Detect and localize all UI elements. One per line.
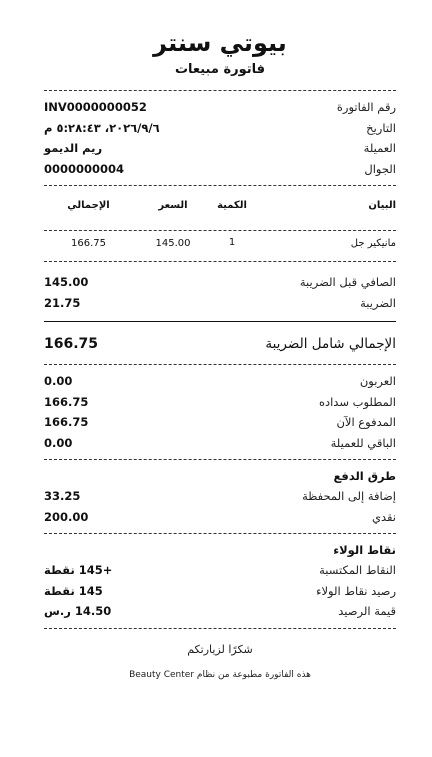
- divider: [44, 321, 396, 322]
- payment-methods-title: طرق الدفع: [333, 469, 396, 483]
- meta-label: التاريخ: [366, 120, 396, 135]
- meta-value: INV0000000052: [44, 100, 147, 115]
- subtotal-row: [44, 272, 396, 293]
- meta-value: ريم الديمو: [44, 141, 103, 156]
- header-description: البيان: [368, 200, 396, 211]
- payment-methods: [44, 466, 396, 527]
- divider: [44, 533, 396, 534]
- loyalty-label: قيمة الرصيد: [338, 604, 396, 619]
- payment-method-value: 33.25: [44, 489, 81, 504]
- cash-row: [44, 507, 396, 528]
- item-quantity: 1: [228, 237, 236, 248]
- loyalty-value: 145 نقطة: [44, 583, 103, 598]
- header-price: السعر: [158, 200, 188, 211]
- divider: [44, 261, 396, 262]
- loyalty-label: رصيد نقاط الولاء: [316, 583, 396, 598]
- meta-label: رقم الفاتورة: [336, 100, 396, 115]
- meta-label: الجوال: [364, 161, 396, 176]
- summary-value: 166.75: [44, 394, 89, 409]
- divider: [44, 459, 396, 460]
- summary-label: العربون: [359, 374, 396, 389]
- subtotal-label: الصافي قبل الضريبة: [299, 275, 396, 290]
- header-quantity: الكمية: [217, 200, 247, 211]
- meta-value: ٢٠٢٦/٩/٦، ٥:٢٨:٤٣ م: [44, 120, 160, 135]
- meta-label: العميلة: [363, 141, 396, 156]
- payment-summary: [44, 371, 396, 453]
- wallet-row: [44, 486, 396, 507]
- thank-you-message: شكرًا لزيارتكم: [187, 642, 253, 656]
- tax-label: الضريبة: [360, 295, 396, 310]
- tax-row: [44, 293, 396, 314]
- payment-method-label: نقدي: [371, 509, 396, 524]
- summary-value: 0.00: [44, 435, 73, 450]
- divider: [44, 185, 396, 186]
- document-title: فاتورة مبيعات: [174, 62, 266, 77]
- earned-points-row: [44, 560, 396, 581]
- item-price: 145.00: [155, 237, 191, 249]
- paid-now-row: [44, 412, 396, 433]
- header-total: الإجمالي: [67, 200, 110, 211]
- meta-row-customer: [44, 138, 396, 159]
- store-name: بيوتي سنتر: [153, 29, 287, 57]
- summary-value: 166.75: [44, 415, 89, 430]
- item-description: مانيكير جل: [350, 237, 396, 249]
- deposit-row: [44, 371, 396, 392]
- meta-row-phone: [44, 159, 396, 180]
- payment-method-value: 200.00: [44, 509, 89, 524]
- grand-total-label: الإجمالي شامل الضريبة: [265, 336, 396, 352]
- meta-row-date: [44, 118, 396, 139]
- divider: [44, 364, 396, 365]
- remaining-row: [44, 433, 396, 454]
- summary-label: المدفوع الآن: [336, 415, 396, 430]
- item-total: 166.75: [71, 237, 106, 249]
- divider: [44, 628, 396, 629]
- summary-label: المطلوب سداده: [318, 394, 396, 409]
- subtotal-value: 145.00: [44, 275, 89, 290]
- tax-value: 21.75: [44, 295, 81, 310]
- loyalty-value: +145 نقطة: [44, 563, 113, 578]
- grand-total-row: [44, 330, 396, 358]
- invoice-meta: [44, 97, 396, 179]
- loyalty-value: 14.50 ر.س: [44, 604, 112, 619]
- balance-value-row: [44, 601, 396, 622]
- table-row: [44, 231, 396, 255]
- items-table-header: [44, 192, 396, 226]
- receipt: [0, 28, 432, 757]
- footer-note: هذه الفاتورة مطبوعة من نظام Beauty Center: [129, 669, 311, 680]
- summary-label: الباقي للعميلة: [330, 435, 396, 450]
- payment-method-label: إضافة إلى المحفظة: [302, 489, 396, 504]
- amount-due-row: [44, 392, 396, 413]
- meta-value: 0000000004: [44, 161, 125, 176]
- loyalty-section: [44, 540, 396, 622]
- summary-value: 0.00: [44, 374, 73, 389]
- points-balance-row: [44, 581, 396, 602]
- grand-total-value: 166.75: [44, 336, 99, 352]
- loyalty-label: النقاط المكتسبة: [319, 563, 396, 578]
- meta-row-invoice-number: [44, 97, 396, 118]
- loyalty-title: نقاط الولاء: [333, 543, 396, 557]
- divider: [44, 90, 396, 91]
